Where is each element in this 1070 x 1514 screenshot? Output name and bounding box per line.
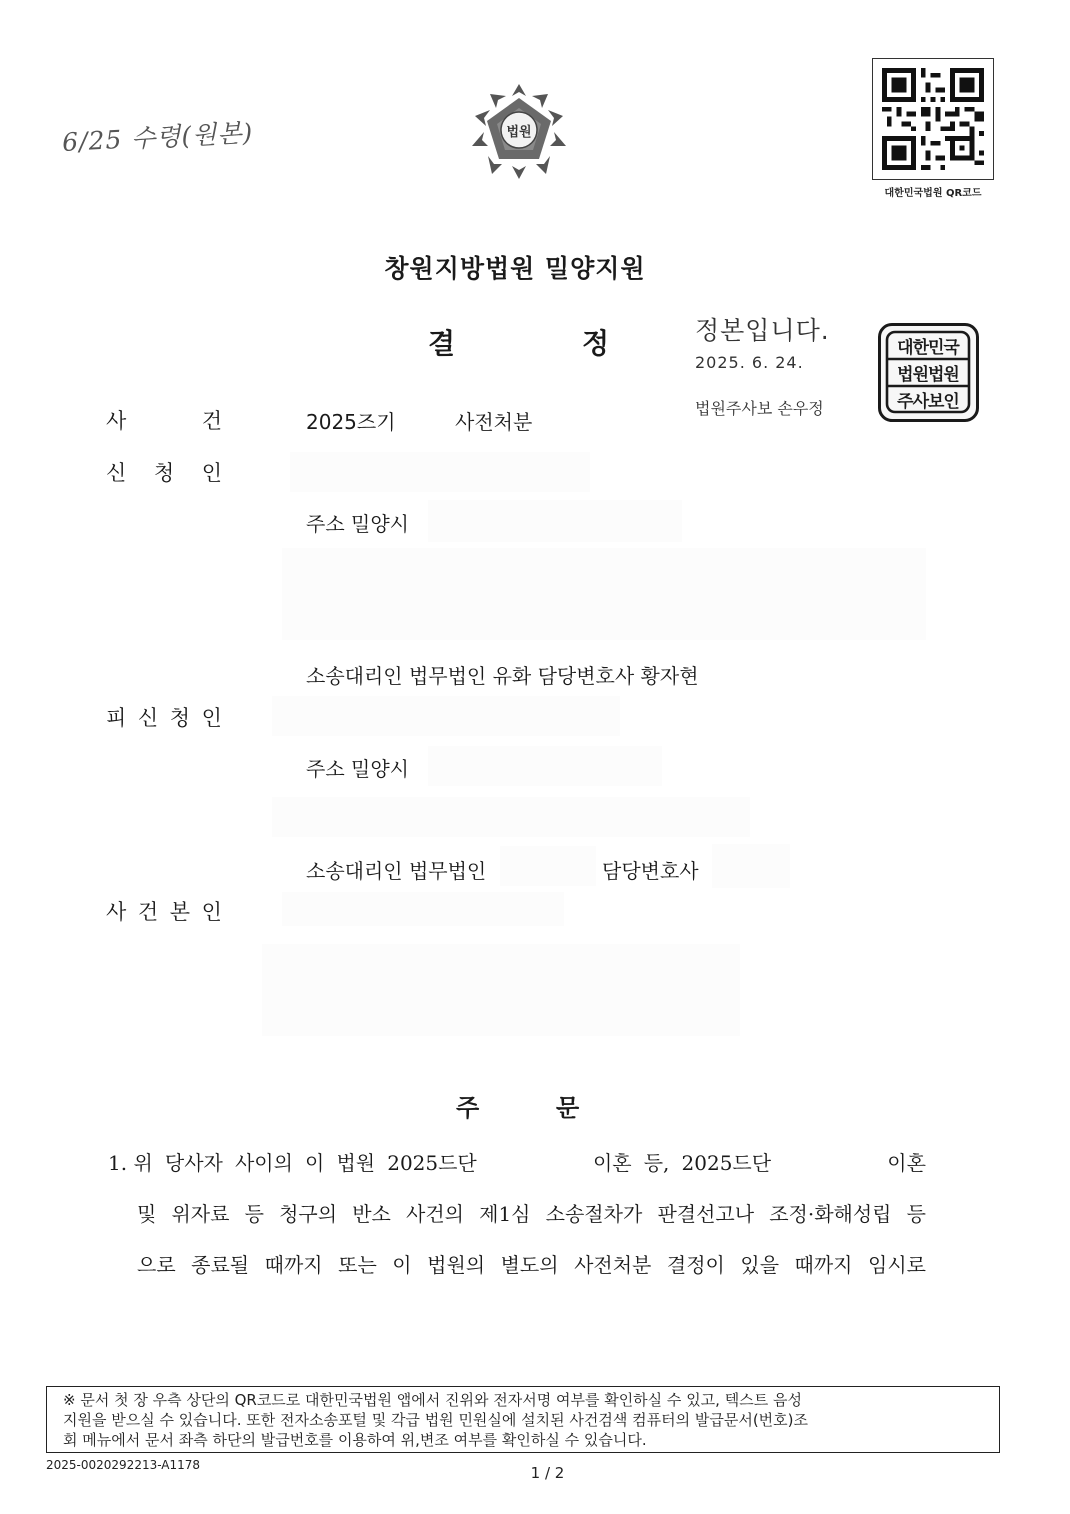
emblem-label: 법원 [506, 125, 532, 140]
doc-title-right: 정 [582, 327, 610, 360]
verification-notice [46, 1386, 1000, 1453]
certification-officer: 법원주사보 손우정 [695, 399, 824, 418]
case-label-a: 사 [106, 409, 127, 433]
doc-title-left: 결 [428, 327, 456, 360]
redacted-respondent-name [272, 696, 620, 736]
redacted-principal-name [282, 892, 564, 926]
redacted-case-number-1 [489, 1147, 581, 1176]
case-label [106, 405, 222, 435]
respondent-label: 피 신 청 인 [106, 706, 222, 730]
redacted-respondent-firm [500, 846, 596, 886]
redacted-principal-details [262, 944, 740, 1036]
court-emblem [470, 82, 568, 180]
certification-text: 정본입니다. [695, 316, 830, 345]
redacted-respondent-details [272, 797, 750, 837]
respondent-agent-firm: 소송대리인 법무법인 [306, 859, 487, 883]
seal-text-line1: 대한민국 [897, 338, 959, 358]
page-number: 1 / 2 [530, 1464, 565, 1482]
redacted-applicant-name [290, 452, 590, 492]
case-number: 2025즈기 [306, 410, 396, 434]
order-body-line1: 1. 위 당사자 사이의 이 법원 2025드단 이혼 등, 2025드단 이혼 [108, 1147, 926, 1176]
respondent-address: 주소 밀양시 [306, 757, 409, 781]
redacted-respondent-lawyer [712, 844, 790, 888]
seal-text-line2: 법원법원 [897, 365, 959, 385]
redacted-respondent-address [428, 746, 662, 786]
issue-number: 2025-0020292213-A1178 [46, 1458, 201, 1472]
handwritten-receipt-note: 6/25 수령(원본) [61, 118, 254, 157]
order-body-line3: 으로 종료될 때까지 또는 이 법원의 별도의 사전처분 결정이 있을 때까지 임시로 [137, 1253, 926, 1277]
notice-line3: 회 메뉴에서 문서 좌측 하단의 발급번호를 이용하여 위,변조 여부를 확인하실 수 있습니다. [63, 1431, 647, 1449]
order-heading-right: 문 [556, 1093, 580, 1122]
redacted-case-number-2 [783, 1147, 875, 1176]
respondent-agent-lawyer: 담당변호사 [602, 859, 699, 883]
seal-text-line3: 주사보인 [897, 392, 959, 412]
qr-caption: 대한민국법원 QR코드 [884, 188, 982, 199]
certification-date: 2025. 6. 24. [695, 353, 804, 372]
notice-line1: ※ 문서 첫 장 우측 상단의 QR코드로 대한민국법원 앱에서 진위와 전자서명 여부를 확인하실 수 있고, 텍스트 음성 [63, 1391, 802, 1409]
qr-code-icon [882, 68, 984, 170]
order-body-line2: 및 위자료 등 청구의 반소 사건의 제1심 소송절차가 판결선고나 조정·화해성립 등 [137, 1202, 926, 1226]
principal-label: 사 건 본 인 [106, 900, 222, 924]
redacted-applicant-details [282, 548, 926, 640]
official-seal [878, 323, 979, 422]
notice-line2: 지원을 받으실 수 있습니다. 또한 전자소송포털 및 각급 법원 민원실에 설치된 사건검색 컴퓨터의 발급문서(번호)조 [63, 1411, 809, 1429]
applicant-agent: 소송대리인 법무법인 유화 담당변호사 황자현 [306, 664, 699, 688]
case-label-b: 건 [201, 409, 222, 433]
court-name: 창원지방법원 밀양지원 [384, 254, 646, 283]
order-heading-left: 주 [456, 1093, 480, 1122]
qr-code[interactable] [872, 58, 994, 180]
applicant-label: 신 청 인 [106, 461, 222, 485]
case-type: 사전처분 [455, 410, 533, 434]
redacted-applicant-address [428, 500, 682, 542]
applicant-address: 주소 밀양시 [306, 512, 409, 536]
